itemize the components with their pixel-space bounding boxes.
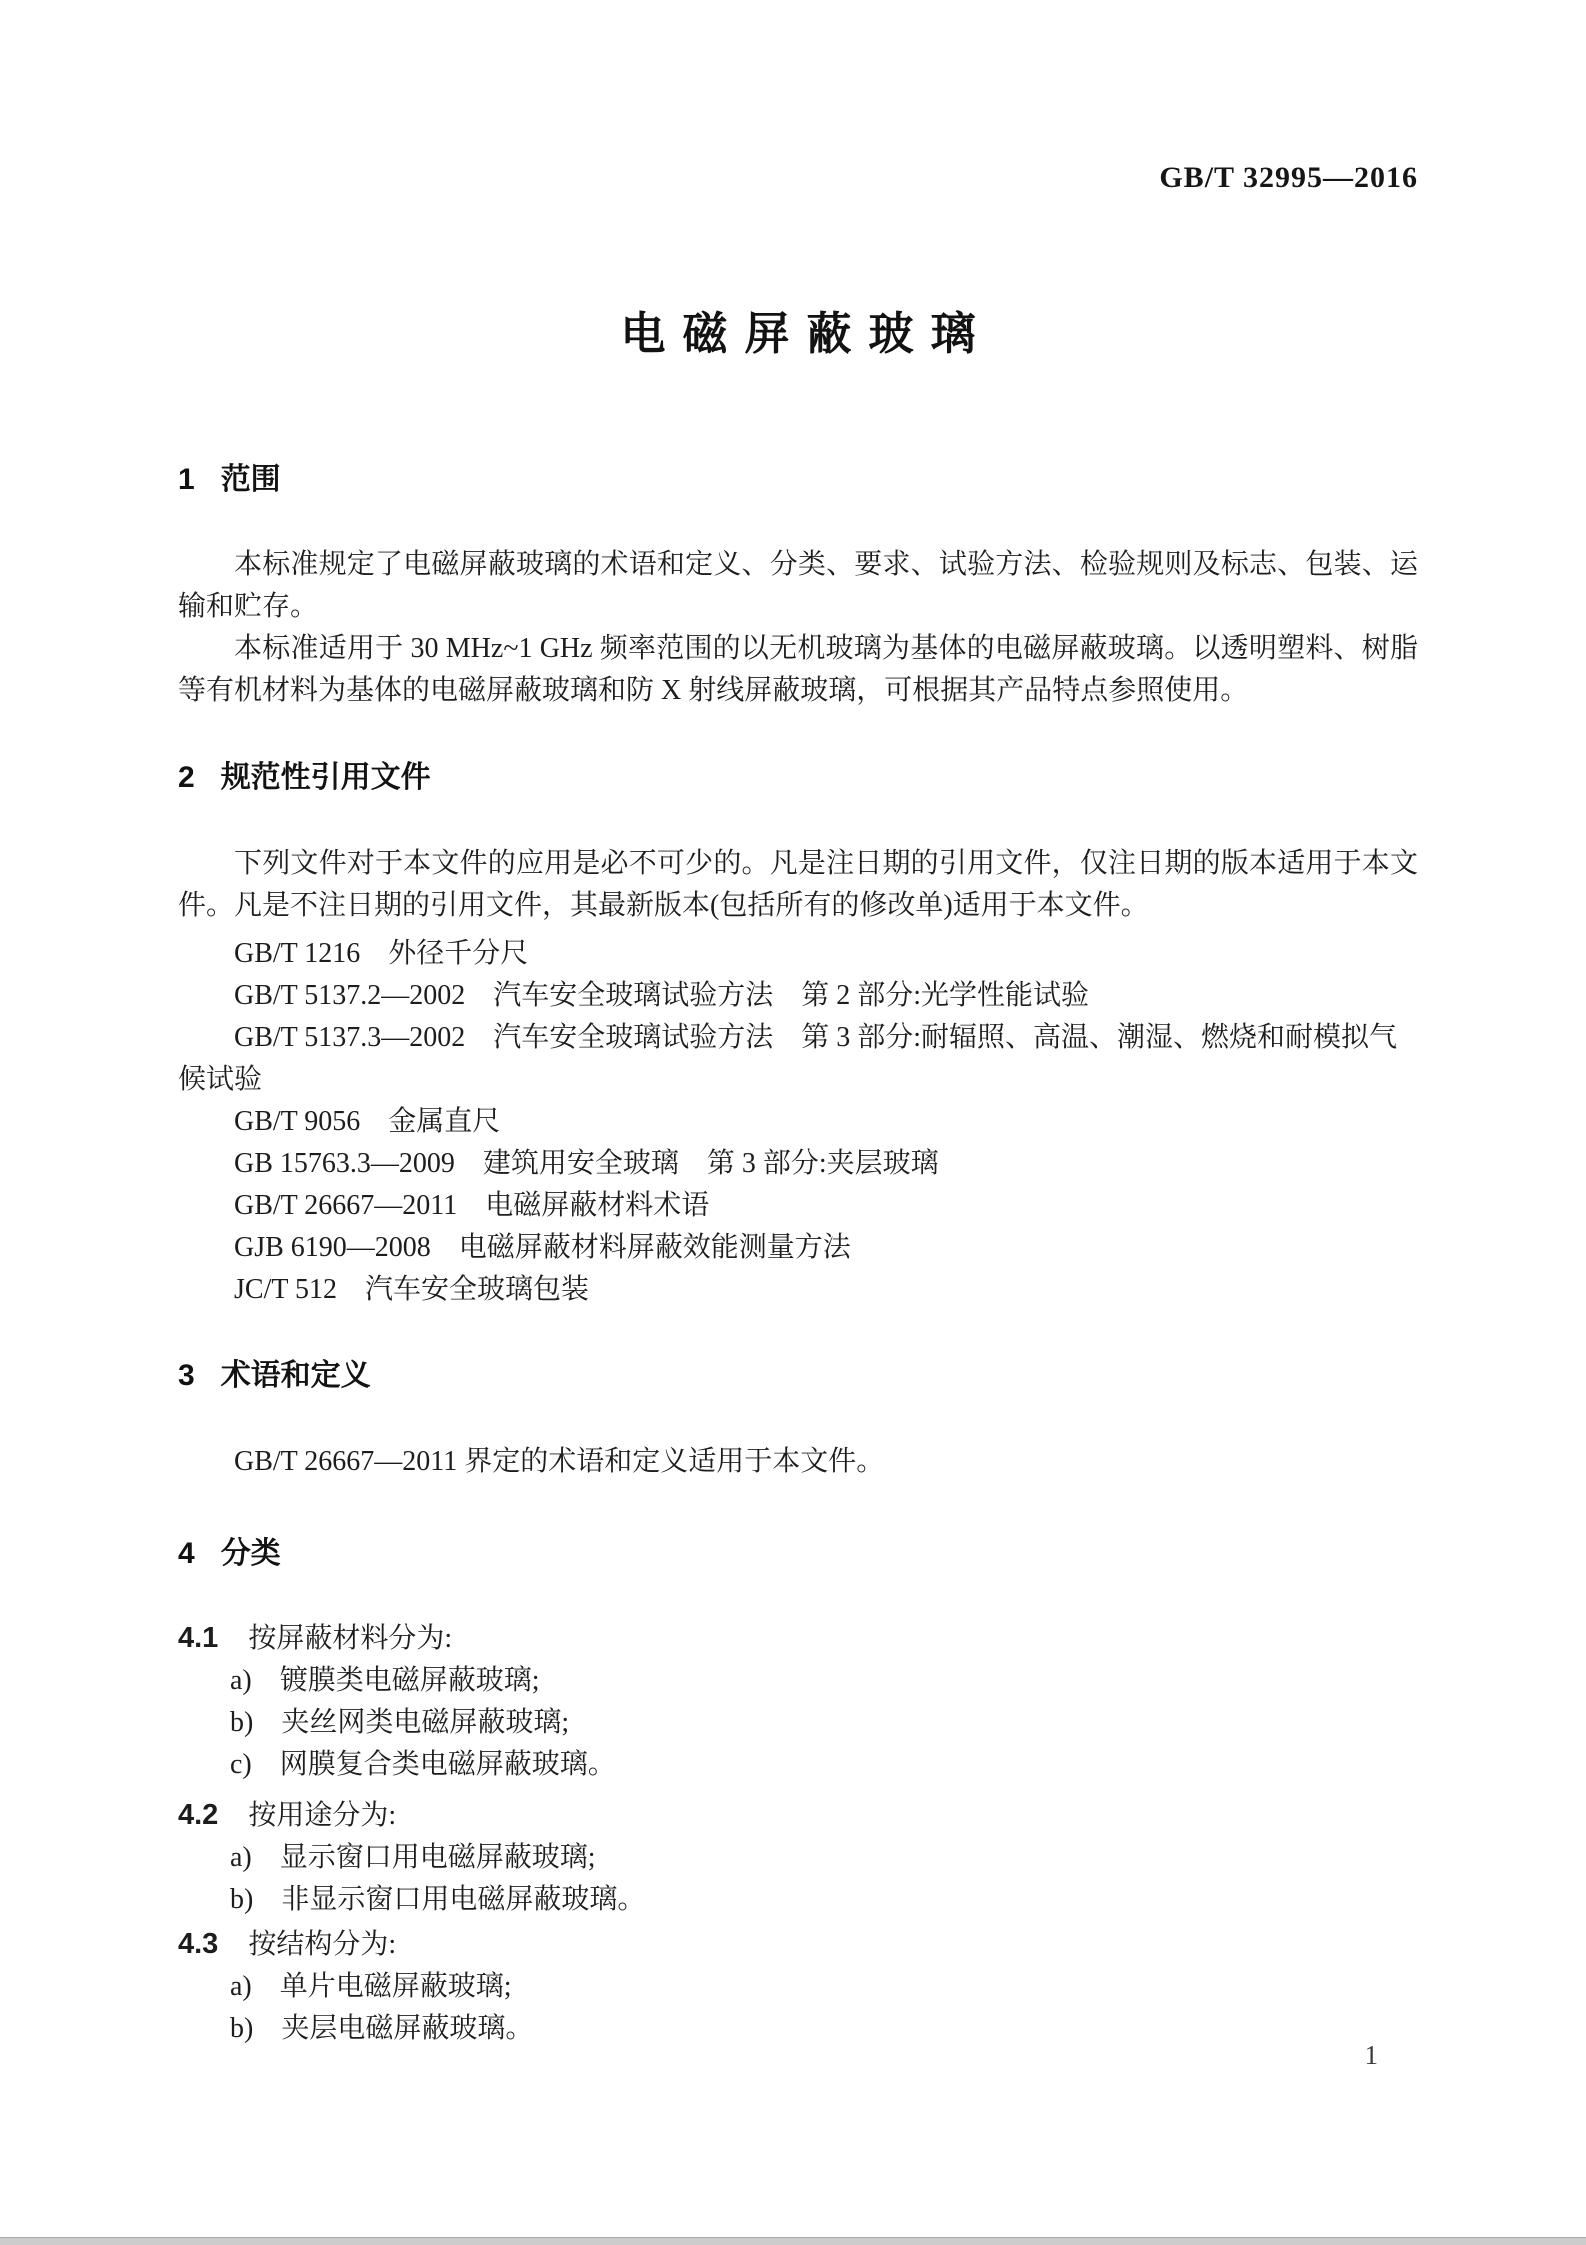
clause-4-3-text: 按结构分为: bbox=[248, 1929, 397, 1960]
list-item: a) 镀膜类电磁屏蔽玻璃; bbox=[230, 1665, 540, 1696]
page-number: 1 bbox=[1364, 2040, 1378, 2070]
section-1-title: 范围 bbox=[220, 463, 281, 496]
reference-item: JC/T 512 汽车安全玻璃包装 bbox=[234, 1274, 589, 1305]
clause-4-1-number: 4.1 bbox=[178, 1622, 219, 1654]
clause-4-2-text: 按用途分为: bbox=[248, 1800, 397, 1831]
reference-item: GB/T 1216 外径千分尺 bbox=[234, 938, 529, 969]
clause-4-1-heading bbox=[178, 1617, 1418, 1660]
list-item: b) 夹层电磁屏蔽玻璃。 bbox=[230, 2013, 534, 2044]
list-item: c) 网膜复合类电磁屏蔽玻璃。 bbox=[230, 1749, 616, 1780]
scan-bottom-edge bbox=[0, 2237, 1586, 2245]
section-2-paragraph: 下列文件对于本文件的应用是必不可少的。凡是注日期的引用文件，仅注日期的版本适用于本文件。凡是不注日期的引用文件，其最新版本(包括所有的修改单)适用于本文件。 bbox=[178, 848, 1418, 921]
list-item: a) 单片电磁屏蔽玻璃; bbox=[230, 1971, 512, 2002]
clause-4-1-text: 按屏蔽材料分为: bbox=[248, 1623, 453, 1654]
section-1-heading bbox=[178, 459, 1418, 501]
document-title: 电磁屏蔽玻璃 bbox=[620, 308, 993, 359]
section-3-title: 术语和定义 bbox=[220, 1359, 371, 1392]
clause-4-2-heading bbox=[178, 1794, 1418, 1837]
list-item: b) 夹丝网类电磁屏蔽玻璃; bbox=[230, 1707, 570, 1738]
reference-item: GJB 6190—2008 电磁屏蔽材料屏蔽效能测量方法 bbox=[234, 1232, 851, 1263]
standard-number: GB/T 32995—2016 bbox=[1159, 161, 1418, 194]
list-item: b) 非显示窗口用电磁屏蔽玻璃。 bbox=[230, 1884, 646, 1915]
section-4-title: 分类 bbox=[220, 1537, 281, 1570]
normative-references-list bbox=[178, 933, 1418, 1311]
reference-item: GB/T 5137.2—2002 汽车安全玻璃试验方法 第 2 部分:光学性能试验 bbox=[234, 980, 1090, 1011]
section-4-heading bbox=[178, 1533, 1418, 1575]
section-1-paragraph: 本标准适用于 30 MHz~1 GHz 频率范围的以无机玻璃为基体的电磁屏蔽玻璃。以透明塑料、树脂等有机材料为基体的电磁屏蔽玻璃和防 X 射线屏蔽玻璃，可根据其产品特点参照使用。 bbox=[178, 633, 1418, 706]
clause-4-2-number: 4.2 bbox=[178, 1799, 219, 1831]
clause-4-3-number: 4.3 bbox=[178, 1928, 219, 1960]
reference-item: GB/T 9056 金属直尺 bbox=[234, 1106, 501, 1137]
reference-item: GB/T 5137.3—2002 汽车安全玻璃试验方法 第 3 部分:耐辐照、高温、潮湿、燃烧和耐模拟气候试验 bbox=[178, 1022, 1398, 1095]
section-3-number: 3 bbox=[178, 1359, 195, 1392]
reference-item: GB/T 26667—2011 电磁屏蔽材料术语 bbox=[234, 1190, 710, 1221]
section-3-heading bbox=[178, 1355, 1418, 1397]
section-2-title: 规范性引用文件 bbox=[220, 761, 431, 794]
clause-4-3-heading bbox=[178, 1923, 1418, 1966]
section-4-number: 4 bbox=[178, 1537, 195, 1570]
section-2-number: 2 bbox=[178, 761, 195, 794]
reference-item: GB 15763.3—2009 建筑用安全玻璃 第 3 部分:夹层玻璃 bbox=[234, 1148, 939, 1179]
page-content bbox=[178, 0, 1418, 2050]
section-2-heading bbox=[178, 757, 1418, 799]
clause-4-3 bbox=[178, 1923, 1418, 2050]
section-3-paragraph: GB/T 26667—2011 界定的术语和定义适用于本文件。 bbox=[234, 1446, 885, 1477]
list-item: a) 显示窗口用电磁屏蔽玻璃; bbox=[230, 1842, 596, 1873]
clause-4-1 bbox=[178, 1617, 1418, 1786]
clause-4-2 bbox=[178, 1794, 1418, 1921]
section-1-number: 1 bbox=[178, 463, 195, 496]
section-1-paragraph: 本标准规定了电磁屏蔽玻璃的术语和定义、分类、要求、试验方法、检验规则及标志、包装、运输和贮存。 bbox=[178, 549, 1418, 622]
